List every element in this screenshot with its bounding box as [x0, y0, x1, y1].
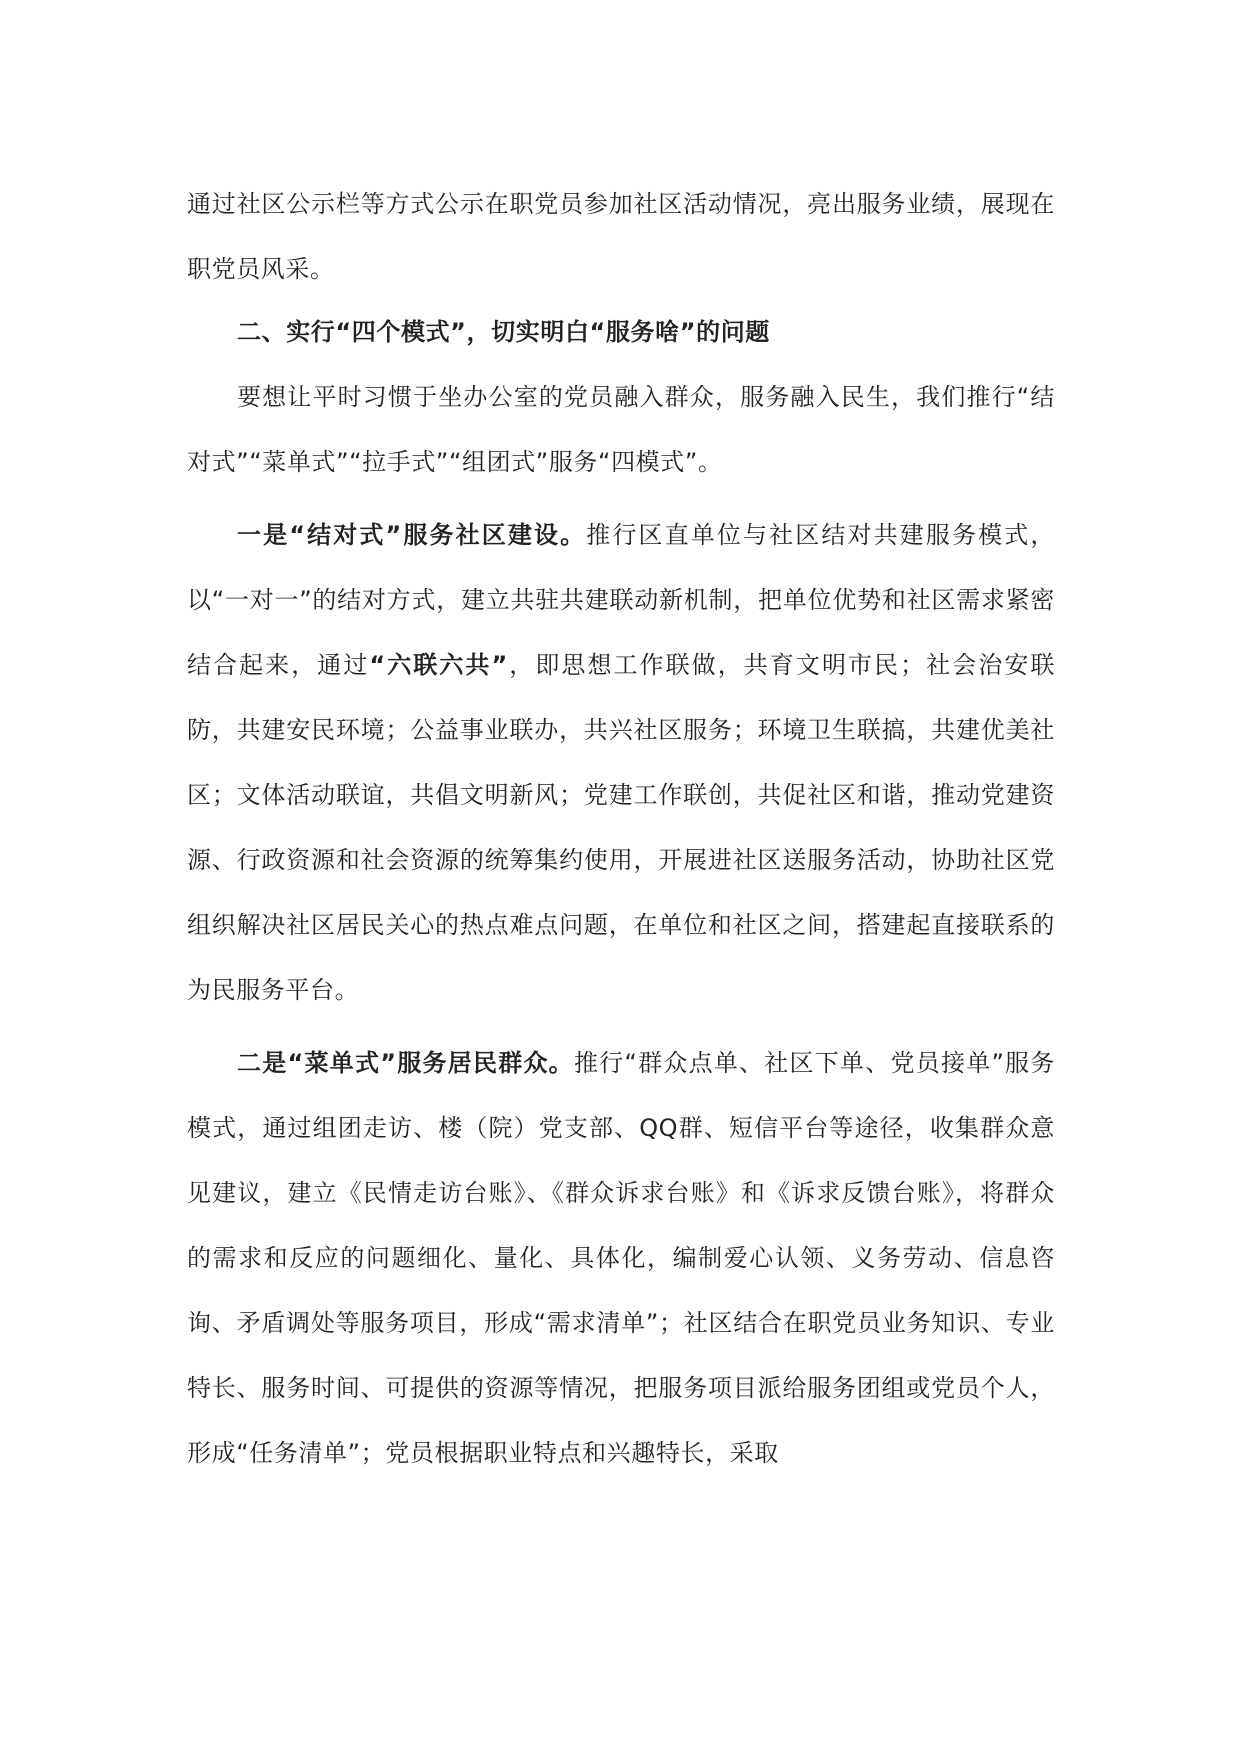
- paragraph-text: ，即思想工作联做，共育文明市民；社会治安联防，共建安民环境；公益事业联办，共兴社区服务；环境卫生联搞，共建优美社区；文体活动联谊，共倡文明新风；党建工作联创，共促社区和谐，推动党建资源、行政资源和社会资源的统筹集约使用，开展进社区送服务活动，协助社区党组织解决社区居民关心的热点难点问题，在单位和社区之间，搭建起直接联系的为民服务平台。: [187, 651, 1055, 1004]
- section-heading: 二、实行“四个模式”，切实明白“服务啥”的问题: [237, 318, 770, 346]
- paragraph-pairing-service: [187, 503, 1055, 1023]
- paragraph-text: 推行“群众点单、社区下单、党员接单”服务模式，通过组团走访、楼（院）党支部、QQ群、短信平台等途径，收集群众意见建议，建立《民情走访台账》、《群众诉求台账》和《诉求反馈台账》，将群众的需求和反应的问题细化、量化、具体化，编制爱心认领、义务劳动、信息咨询、矛盾调处等服务项目，形成“需求清单”；社区结合在职党员业务知识、专业特长、服务时间、可提供的资源等情况，把服务项目派给服务团组或党员个人，形成“任务清单”；党员根据职业特点和兴趣特长，采取: [187, 1049, 1055, 1467]
- paragraph-lead-pairing: 一是“结对式”服务社区建设。: [237, 521, 587, 549]
- paragraph-intro: 要想让平时习惯于坐办公室的党员融入群众，服务融入民生，我们推行“结对式”“菜单式”“拉手式”“组团式”服务“四模式”。: [187, 383, 1055, 476]
- document-body: [187, 172, 1055, 1486]
- paragraph-menu-service: [187, 1031, 1055, 1486]
- paragraph-text: 推行区直单位与社区结对共建服务模式，以“一对一”的结对方式，建立共驻共建联动新机制，把单位优势和社区需求紧密结合起来，通过: [187, 521, 1055, 679]
- paragraph-continued: 通过社区公示栏等方式公示在职党员参加社区活动情况，亮出服务业绩，展现在职党员风采。: [187, 190, 1055, 283]
- paragraph-lead-menu: 二是“菜单式”服务居民群众。: [237, 1049, 574, 1077]
- bold-term: “六联六共”: [369, 651, 508, 679]
